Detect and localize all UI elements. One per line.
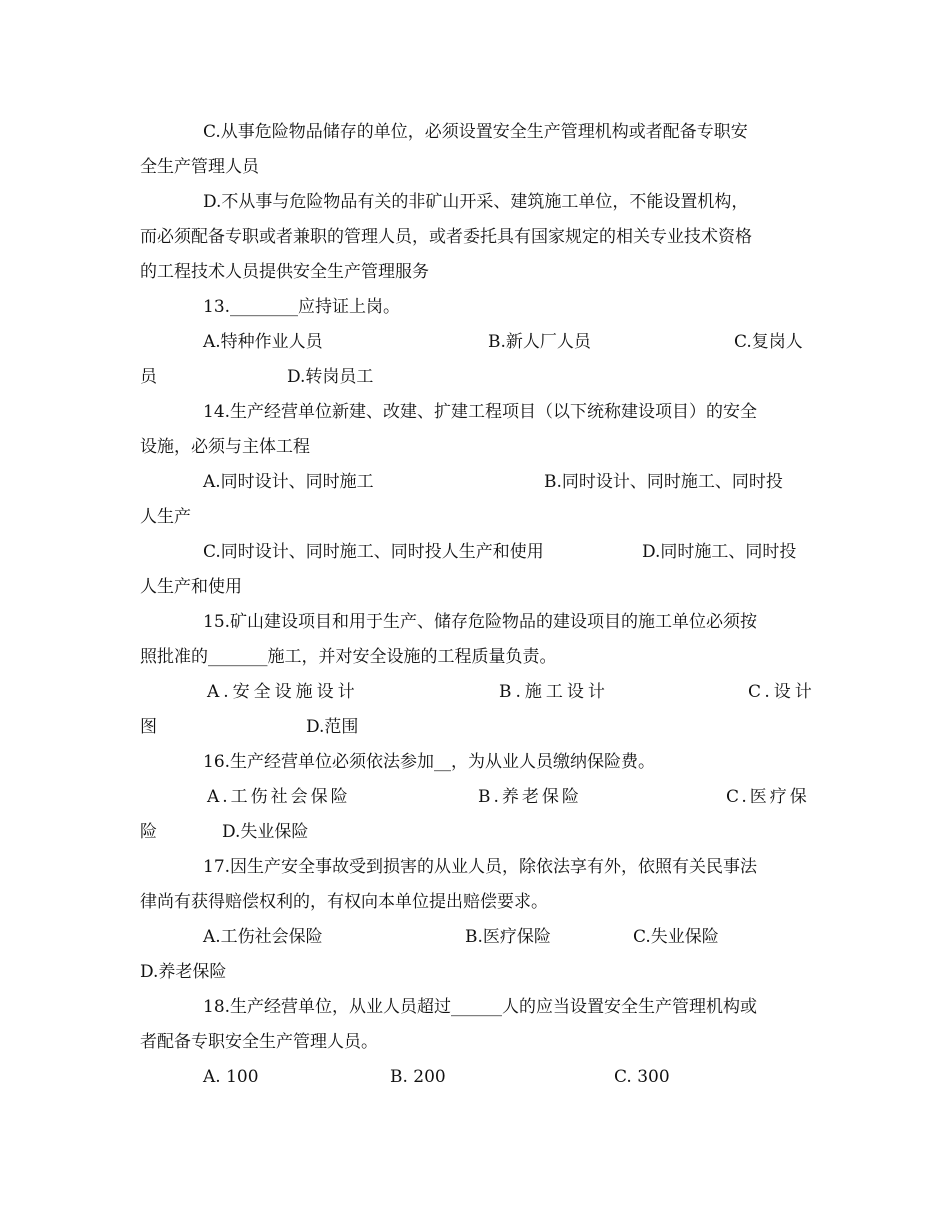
option-b: B.养老保险: [478, 787, 582, 807]
question-15: 15.矿山建设项目和用于生产、储存危险物品的建设项目的施工单位必须按: [203, 612, 758, 632]
option-b: B.施工设计: [499, 682, 609, 702]
text-line: 律尚有获得赔偿权利的，有权向本单位提出赔偿要求。: [140, 892, 548, 912]
option-d: D.转岗员工: [287, 367, 374, 387]
option-b: B.新人厂人员: [488, 332, 591, 352]
option-d: D.范围: [306, 717, 359, 737]
option-a: A.特种作业人员: [203, 332, 323, 352]
question-16: 16.生产经营单位必须依法参加__，为从业人员缴纳保险费。: [203, 752, 656, 772]
text-line: 险: [140, 822, 157, 842]
option-a: A.安全设施设计: [207, 682, 359, 702]
text-line: 设施，必须与主体工程: [140, 437, 310, 457]
option-b: B.医疗保险: [465, 927, 551, 947]
option-c: C. 300: [614, 1067, 670, 1087]
option-c: C.同时设计、同时施工、同时投人生产和使用: [203, 542, 544, 562]
option-a: A. 100: [203, 1067, 259, 1087]
option-a: A.同时设计、同时施工: [203, 472, 374, 492]
option-d: D.失业保险: [222, 822, 309, 842]
text-line: 照批准的_______施工，并对安全设施的工程质量负责。: [140, 647, 557, 667]
option-c: C.医疗保: [726, 787, 810, 807]
option-c: C.复岗人: [734, 332, 803, 352]
text-line: 者配备专职安全生产管理人员。: [140, 1032, 378, 1052]
text-line: D.不从事与危险物品有关的非矿山开采、建筑施工单位，不能设置机构，: [203, 192, 749, 212]
option-a: A.工伤社会保险: [207, 787, 351, 807]
question-14: 14.生产经营单位新建、改建、扩建工程项目（以下统称建设项目）的安全: [203, 402, 758, 422]
text-line: 而必须配备专职或者兼职的管理人员，或者委托具有国家规定的相关专业技术资格: [140, 227, 752, 247]
question-18: 18.生产经营单位，从业人员超过______人的应当设置安全生产管理机构或: [203, 997, 758, 1017]
option-c: C.设计: [748, 682, 816, 702]
text-line: 的工程技术人员提供安全生产管理服务: [140, 262, 429, 282]
option-d: D.同时施工、同时投: [642, 542, 797, 562]
text-line: 员: [140, 367, 157, 387]
option-a: A.工伤社会保险: [203, 927, 323, 947]
text-line: 人生产: [140, 507, 191, 527]
option-b: B.同时设计、同时施工、同时投: [544, 472, 783, 492]
option-d: D.养老保险: [140, 962, 227, 982]
text-line: 全生产管理人员: [140, 157, 259, 177]
text-line: 人生产和使用: [140, 577, 242, 597]
option-c: C.失业保险: [633, 927, 719, 947]
text-line: 图: [140, 717, 157, 737]
question-17: 17.因生产安全事故受到损害的从业人员，除依法享有外，依照有关民事法: [203, 857, 758, 877]
question-13: 13.________应持证上岗。: [203, 297, 401, 317]
text-line: C.从事危险物品储存的单位，必须设置安全生产管理机构或者配备专职安: [203, 122, 748, 142]
option-b: B. 200: [390, 1067, 446, 1087]
